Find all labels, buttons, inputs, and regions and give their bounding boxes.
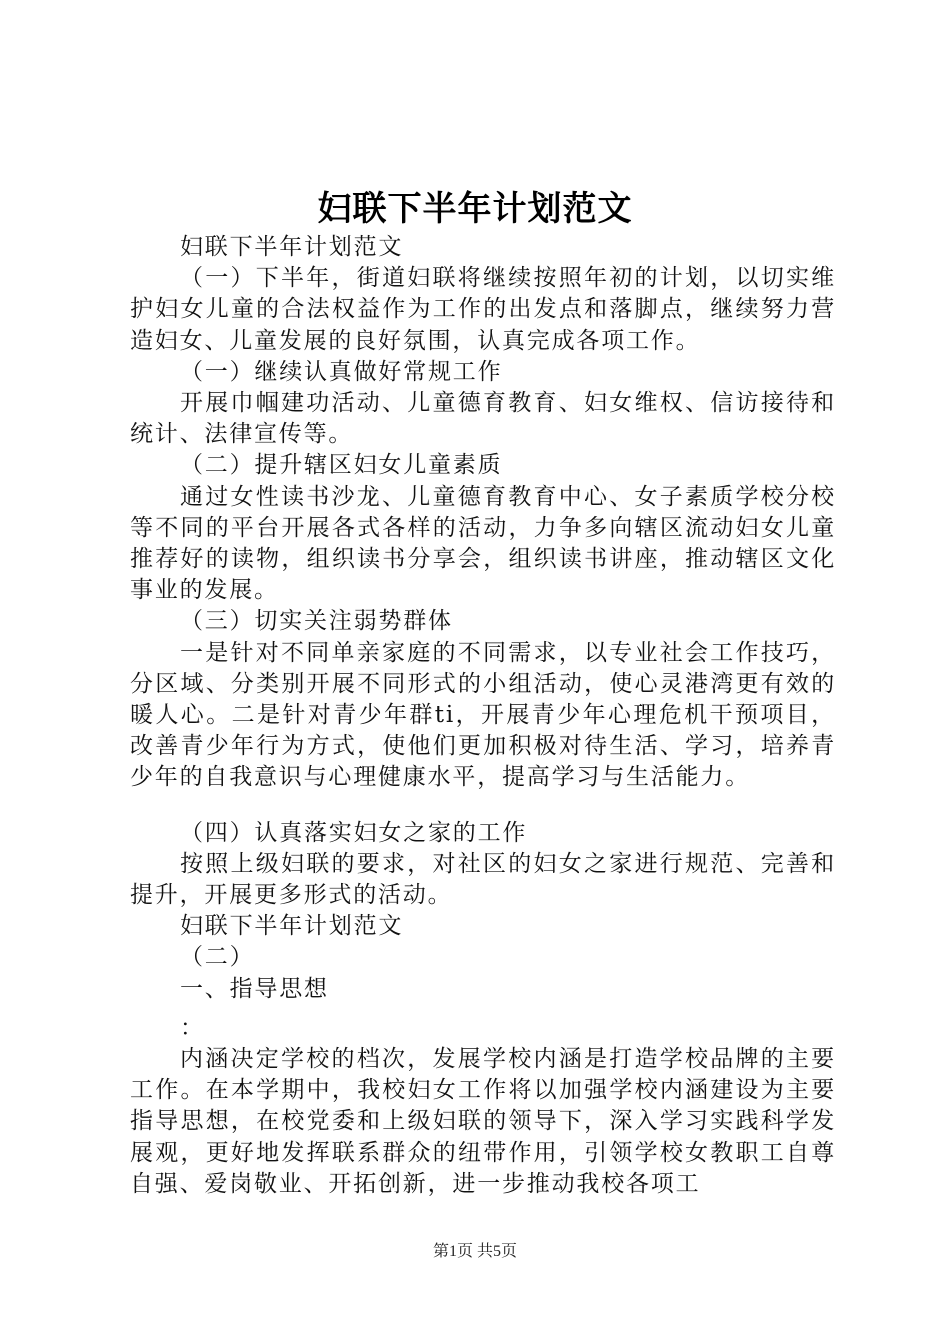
paragraph: 通过女性读书沙龙、儿童德育教育中心、女子素质学校分校等不同的平台开展各式各样的活动，力争多向辖区流动妇女儿童推荐好的读物，组织读书分享会，组织读书讲座，推动辖区文化事业的发展。 [130, 483, 836, 604]
colon-line: ： [180, 1014, 205, 1041]
page-footer: 第1页 共5页 [432, 1243, 517, 1260]
document-body [130, 232, 836, 1200]
paragraph: （一）下半年，街道妇联将继续按照年初的计划，以切实维护妇女儿童的合法权益作为工作的出发点和落脚点，继续努力营造妇女、儿童发展的良好氛围，认真完成各项工作。 [130, 265, 836, 354]
paragraph-heading: 妇联下半年计划范文 [180, 234, 404, 260]
section-heading: （一）继续认真做好常规工作 [180, 358, 503, 385]
document-title: 妇联下半年计划范文 [317, 189, 633, 229]
section-heading: （二）提升辖区妇女儿童素质 [180, 452, 503, 479]
paragraph: 内涵决定学校的档次，发展学校内涵是打造学校品牌的主要工作。在本学期中，我校妇女工作将以加强学校内涵建设为主要指导思想，在校党委和上级妇联的领导下，深入学习实践科学发展观，更好地发挥联系群众的纽带作用，引领学校女教职工自尊自强、爱岗敬业、开拓创新，进一步推动我校各项工 [130, 1046, 836, 1197]
paragraph: 一是针对不同单亲家庭的不同需求，以专业社会工作技巧，分区域、分类别开展不同形式的小组活动，使心灵港湾更有效的暖人心。二是针对青少年群ti，开展青少年心理危机干预项目，改善青少年行为方式，使他们更加积极对待生活、学习，培养青少年的自我意识与心理健康水平，提高学习与生活能力。 [130, 639, 836, 791]
section-heading: （三）切实关注弱势群体 [180, 608, 453, 635]
section-heading: 一、指导思想 [180, 975, 329, 1002]
section-number: （二） [180, 944, 255, 971]
section-heading: （四）认真落实妇女之家的工作 [180, 819, 528, 846]
paragraph: 按照上级妇联的要求，对社区的妇女之家进行规范、完善和提升，开展更多形式的活动。 [130, 850, 836, 909]
paragraph: 开展巾帼建功活动、儿童德育教育、妇女维权、信访接待和统计、法律宣传等。 [130, 390, 836, 448]
paragraph-spacer [130, 794, 836, 818]
paragraph-spacer [130, 1005, 836, 1013]
paragraph-heading: 妇联下半年计划范文 [180, 913, 404, 940]
